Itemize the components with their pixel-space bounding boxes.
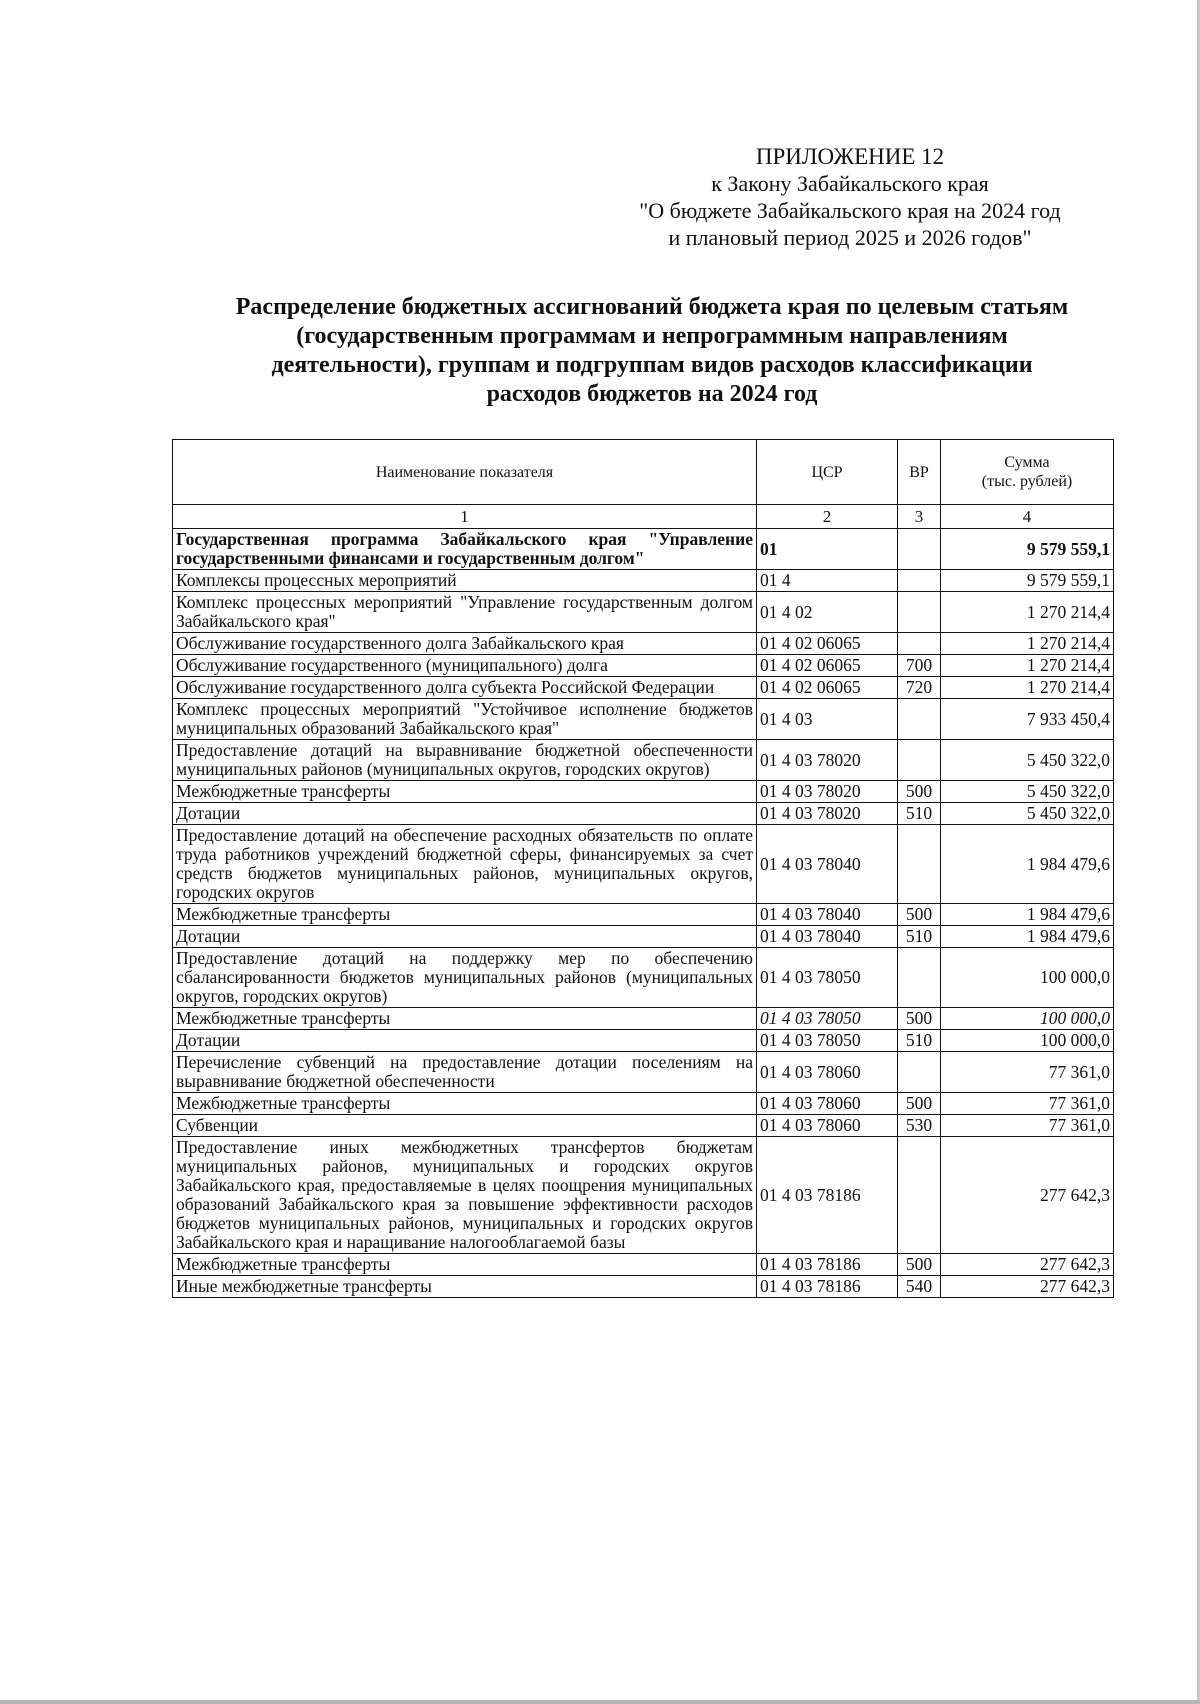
row-vr — [898, 592, 941, 633]
appendix-block — [580, 143, 1120, 251]
table-row — [173, 1276, 1114, 1298]
row-name: Иные межбюджетные трансферты — [173, 1276, 757, 1298]
table-row — [173, 803, 1114, 825]
appendix-number: ПРИЛОЖЕНИЕ 12 — [755, 144, 945, 169]
row-name: Межбюджетные трансферты — [173, 904, 757, 926]
row-name: Субвенции — [173, 1115, 757, 1137]
table-row — [173, 592, 1114, 633]
row-vr: 530 — [898, 1115, 941, 1137]
row-vr — [898, 740, 941, 781]
row-sum: 9 579 559,1 — [941, 529, 1114, 570]
header-sum — [941, 440, 1114, 505]
row-sum: 1 270 214,4 — [941, 655, 1114, 677]
row-vr — [898, 825, 941, 904]
row-csr: 01 4 03 78050 — [757, 1008, 898, 1030]
row-sum: 1 984 479,6 — [941, 825, 1114, 904]
row-csr: 01 4 03 78040 — [757, 825, 898, 904]
row-csr: 01 4 03 — [757, 699, 898, 740]
row-name: Предоставление дотаций на выравнивание бюджетной обеспеченности муниципальных районов (муниципальных округов, городских округов) — [173, 740, 757, 781]
row-name: Комплексы процессных мероприятий — [173, 570, 757, 592]
table-row — [173, 655, 1114, 677]
table-row — [173, 529, 1114, 570]
row-vr — [898, 948, 941, 1008]
row-name: Обслуживание государственного долга Забайкальского края — [173, 633, 757, 655]
header-sum-label: Сумма — [1004, 454, 1050, 471]
scan-bottom-edge — [0, 1700, 1200, 1704]
row-vr: 500 — [898, 1254, 941, 1276]
row-csr: 01 4 02 06065 — [757, 677, 898, 699]
table-row — [173, 1093, 1114, 1115]
row-vr — [898, 1052, 941, 1093]
column-number: 2 — [757, 505, 898, 529]
row-csr: 01 4 03 78060 — [757, 1115, 898, 1137]
row-sum: 277 642,3 — [941, 1276, 1114, 1298]
table-row — [173, 926, 1114, 948]
header-sum-unit: (тыс. рублей) — [981, 473, 1073, 490]
row-csr: 01 4 03 78050 — [757, 1030, 898, 1052]
row-vr — [898, 1137, 941, 1254]
row-csr: 01 4 02 06065 — [757, 633, 898, 655]
row-csr: 01 — [757, 529, 898, 570]
table-row — [173, 1052, 1114, 1093]
row-vr: 500 — [898, 781, 941, 803]
row-csr: 01 4 03 78020 — [757, 740, 898, 781]
row-csr: 01 4 02 06065 — [757, 655, 898, 677]
row-sum: 5 450 322,0 — [941, 803, 1114, 825]
row-name: Предоставление иных межбюджетных трансфертов бюджетам муниципальных районов, муниципальных и городских округов Забайкальского края, предоставляемые в целях поощрения муниципальных образований Забайкальского края за повышение эффективности расходов бюджетов муниципальных районов, муниципальных и городских округов Забайкальского края и наращивание налогооблагаемой базы — [173, 1137, 757, 1254]
row-vr — [898, 699, 941, 740]
column-number: 1 — [173, 505, 757, 529]
table-row — [173, 740, 1114, 781]
row-name: Государственная программа Забайкальского края "Управление государственными финансами и государственным долгом" — [173, 529, 757, 570]
header-name: Наименование показателя — [173, 440, 757, 505]
table-row — [173, 1137, 1114, 1254]
title-line-4: расходов бюджетов на 2024 год — [486, 381, 818, 407]
row-vr — [898, 570, 941, 592]
row-sum: 1 270 214,4 — [941, 592, 1114, 633]
table-row — [173, 1008, 1114, 1030]
row-vr: 500 — [898, 1093, 941, 1115]
row-name: Обслуживание государственного долга субъекта Российской Федерации — [173, 677, 757, 699]
row-name: Комплекс процессных мероприятий "Устойчивое исполнение бюджетов муниципальных образований Забайкальского края" — [173, 699, 757, 740]
row-name: Обслуживание государственного (муниципального) долга — [173, 655, 757, 677]
row-sum: 100 000,0 — [941, 948, 1114, 1008]
table-row — [173, 1115, 1114, 1137]
row-sum: 77 361,0 — [941, 1052, 1114, 1093]
table-row — [173, 781, 1114, 803]
row-sum: 1 984 479,6 — [941, 926, 1114, 948]
row-csr: 01 4 — [757, 570, 898, 592]
row-vr — [898, 529, 941, 570]
row-name: Предоставление дотаций на обеспечение расходных обязательств по оплате труда работников учреждений бюджетной сферы, финансируемых за счет средств бюджетов муниципальных районов, муниципальных округов, городских округов — [173, 825, 757, 904]
row-name: Дотации — [173, 926, 757, 948]
row-sum: 277 642,3 — [941, 1254, 1114, 1276]
column-number-row — [173, 505, 1114, 529]
row-sum: 1 270 214,4 — [941, 677, 1114, 699]
row-csr: 01 4 03 78186 — [757, 1254, 898, 1276]
table-row — [173, 948, 1114, 1008]
row-csr: 01 4 03 78060 — [757, 1052, 898, 1093]
row-vr: 510 — [898, 803, 941, 825]
table-row — [173, 677, 1114, 699]
title-line-3: деятельности), группам и подгруппам видов расходов классификации — [271, 352, 1033, 378]
title-line-2: (государственным программам и непрограммным направлениям — [296, 323, 1008, 349]
row-name: Комплекс процессных мероприятий "Управление государственным долгом Забайкальского края" — [173, 592, 757, 633]
row-sum: 5 450 322,0 — [941, 781, 1114, 803]
header-csr: ЦСР — [757, 440, 898, 505]
column-number: 3 — [898, 505, 941, 529]
row-name: Дотации — [173, 803, 757, 825]
appendix-law-title-line2: и плановый период 2025 и 2026 годов" — [668, 225, 1032, 250]
row-vr: 720 — [898, 677, 941, 699]
row-name: Межбюджетные трансферты — [173, 781, 757, 803]
row-name: Межбюджетные трансферты — [173, 1254, 757, 1276]
row-csr: 01 4 02 — [757, 592, 898, 633]
column-number: 4 — [941, 505, 1114, 529]
table-body — [173, 529, 1114, 1298]
row-csr: 01 4 03 78040 — [757, 926, 898, 948]
budget-table — [172, 439, 1114, 1298]
header-vr: ВР — [898, 440, 941, 505]
row-vr: 510 — [898, 926, 941, 948]
appendix-law-title-line1: "О бюджете Забайкальского края на 2024 год — [639, 198, 1061, 223]
row-csr: 01 4 03 78060 — [757, 1093, 898, 1115]
row-sum: 7 933 450,4 — [941, 699, 1114, 740]
row-csr: 01 4 03 78186 — [757, 1137, 898, 1254]
row-vr: 510 — [898, 1030, 941, 1052]
appendix-law-line: к Закону Забайкальского края — [711, 171, 989, 196]
table-row — [173, 699, 1114, 740]
row-vr: 500 — [898, 904, 941, 926]
row-csr: 01 4 03 78050 — [757, 948, 898, 1008]
row-name: Межбюджетные трансферты — [173, 1008, 757, 1030]
table-row — [173, 904, 1114, 926]
row-csr: 01 4 03 78186 — [757, 1276, 898, 1298]
row-sum: 77 361,0 — [941, 1093, 1114, 1115]
table-row — [173, 1254, 1114, 1276]
row-sum: 9 579 559,1 — [941, 570, 1114, 592]
table-header-row — [173, 440, 1114, 505]
row-sum: 100 000,0 — [941, 1030, 1114, 1052]
row-name: Перечисление субвенций на предоставление дотации поселениям на выравнивание бюджетной обеспеченности — [173, 1052, 757, 1093]
row-sum: 1 270 214,4 — [941, 633, 1114, 655]
table-row — [173, 1030, 1114, 1052]
row-vr: 700 — [898, 655, 941, 677]
table-row — [173, 825, 1114, 904]
row-vr: 540 — [898, 1276, 941, 1298]
row-csr: 01 4 03 78040 — [757, 904, 898, 926]
row-name: Предоставление дотаций на поддержку мер по обеспечению сбалансированности бюджетов муниципальных районов (муниципальных округов, городских округов) — [173, 948, 757, 1008]
row-name: Дотации — [173, 1030, 757, 1052]
row-sum: 277 642,3 — [941, 1137, 1114, 1254]
document-title — [172, 293, 1132, 409]
row-vr — [898, 633, 941, 655]
row-sum: 1 984 479,6 — [941, 904, 1114, 926]
row-sum: 77 361,0 — [941, 1115, 1114, 1137]
table-row — [173, 633, 1114, 655]
table-row — [173, 570, 1114, 592]
title-line-1: Распределение бюджетных ассигнований бюджета края по целевым статьям — [235, 294, 1069, 320]
row-csr: 01 4 03 78020 — [757, 803, 898, 825]
row-csr: 01 4 03 78020 — [757, 781, 898, 803]
row-sum: 5 450 322,0 — [941, 740, 1114, 781]
row-vr: 500 — [898, 1008, 941, 1030]
row-sum: 100 000,0 — [941, 1008, 1114, 1030]
row-name: Межбюджетные трансферты — [173, 1093, 757, 1115]
